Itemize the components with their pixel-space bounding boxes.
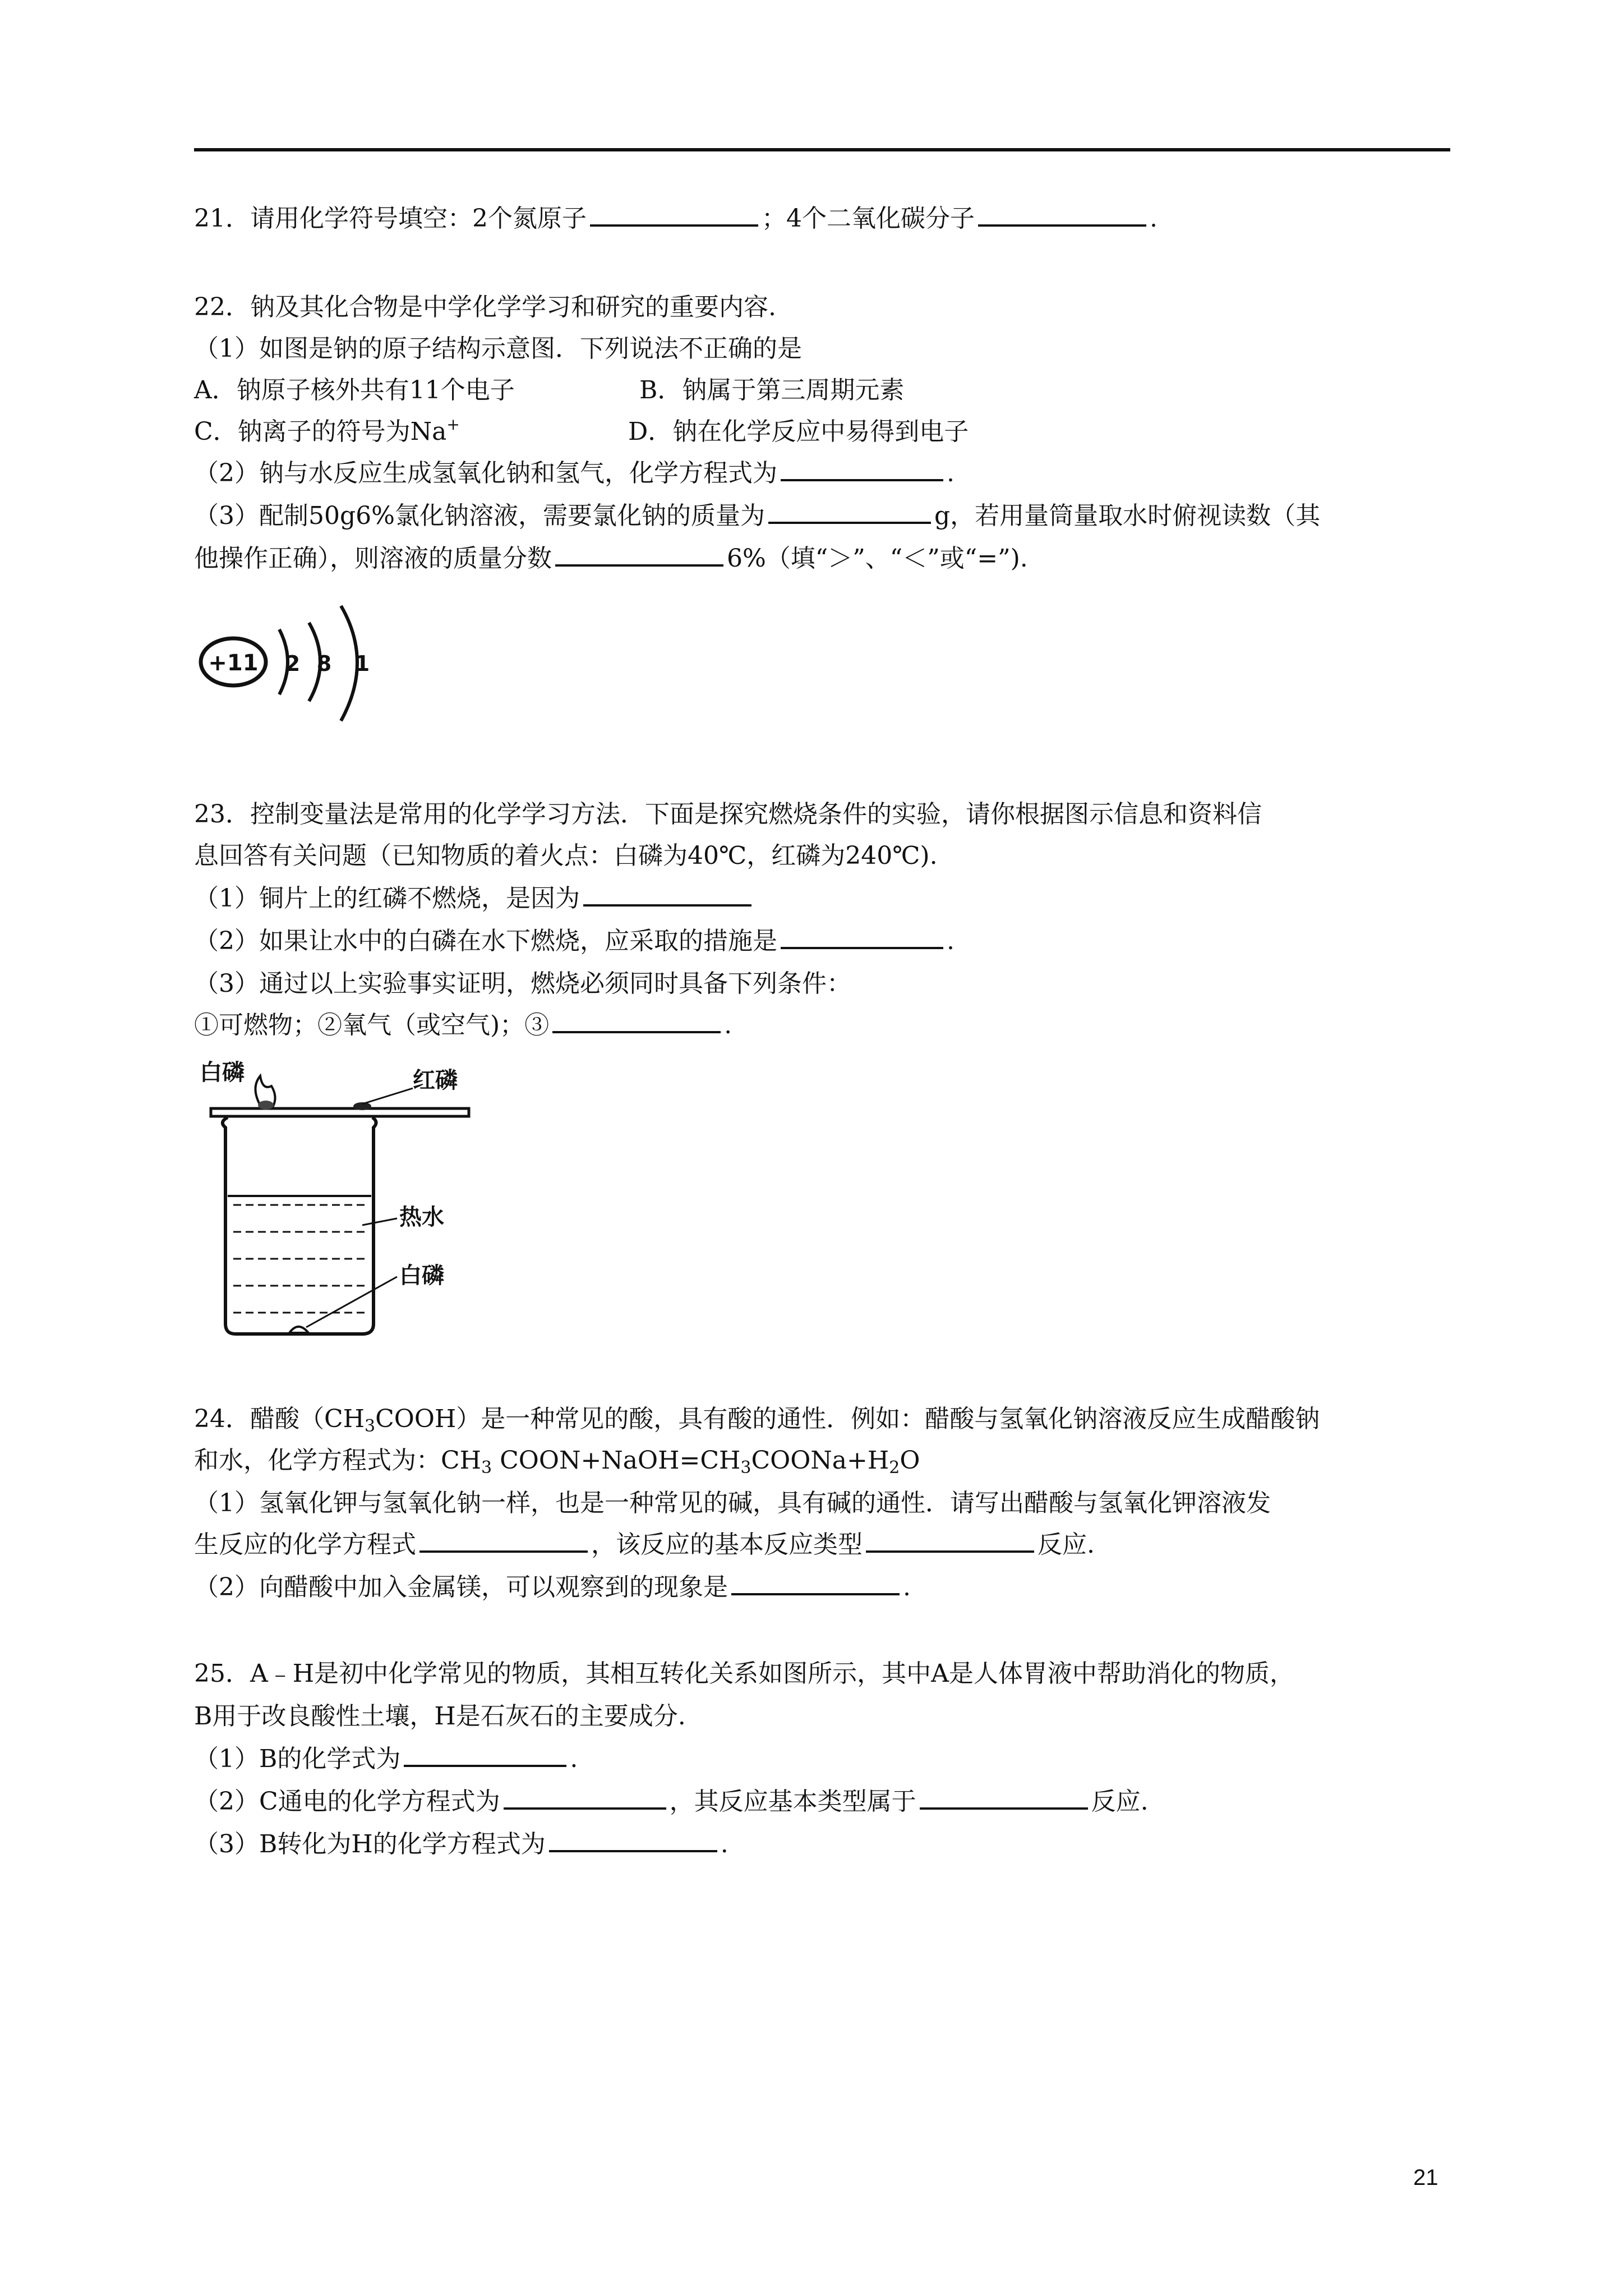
nucleus-charge: +11 [208, 650, 259, 676]
answer-blank-koh-equation[interactable] [419, 1530, 588, 1553]
q23-part1: （1）铜片上的红磷不燃烧，是因为 [194, 883, 755, 914]
q21-text-c: . [1149, 204, 1158, 233]
q25-part3: （3）B转化为H的化学方程式为 . [194, 1830, 728, 1858]
q23-part2: （2）如果让水中的白磷在水下燃烧，应采取的措施是 . [194, 927, 955, 955]
q22-intro: 22．钠及其化合物是中学化学学习和研究的重要内容. [194, 293, 776, 321]
answer-blank-third-condition[interactable] [552, 1011, 721, 1033]
q21-line [194, 203, 1158, 234]
q25-line2: B用于改良酸性土壤，H是石灰石的主要成分. [194, 1702, 686, 1731]
copper-plate [211, 1108, 469, 1116]
label-red-phosphorus: 红磷 [413, 1068, 458, 1093]
q24-part1-line2: 生反应的化学方程式 ，该反应的基本反应类型 反应. [194, 1530, 1095, 1559]
q22-option-b: B．钠属于第三周期元素 [639, 376, 905, 404]
label-hot-water: 热水 [399, 1204, 444, 1230]
q22-part3-line2: 他操作正确），则溶液的质量分数 6%（填“＞”、“＜”或“=”). [194, 544, 1028, 573]
shell-electrons-1: 2 [285, 651, 301, 676]
answer-blank-c-reaction-type[interactable] [920, 1787, 1088, 1810]
answer-blank-magnesium-phenomenon[interactable] [731, 1573, 900, 1595]
answer-blank-reaction-type[interactable] [866, 1530, 1034, 1553]
q24-line1: 24．醋酸$(CH_3COOH)$是一种常见的酸，具有酸的通性．例如：醋酸与氢氧化钠溶液反应生成醋酸钠 [194, 1405, 1320, 1436]
q25-part1: （1）B的化学式为 . [194, 1745, 578, 1773]
white-phosphorus-bottom [289, 1327, 308, 1333]
q22-part1: （1）如图是钠的原子结构示意图．下列说法不正确的是 [194, 334, 802, 363]
answer-blank-nitrogen-atoms[interactable] [590, 204, 758, 227]
q23-line2: 息回答有关问题（已知物质的着火点：白磷为40℃，红磷为240℃). [194, 841, 938, 870]
q22-option-a: A．钠原子核外共有11个电子 [194, 376, 515, 404]
answer-blank-na-water-equation[interactable] [781, 459, 943, 481]
q23-part3: （3）通过以上实验事实证明，燃烧必须同时具备下列条件： [194, 969, 851, 998]
q22-part3-line1: （3）配制50g6%氯化钠溶液，需要氯化钠的质量为 g，若用量筒量取水时俯视读数（其 [194, 501, 1321, 530]
q23-line1: 23．控制变量法是常用的化学学习方法．下面是探究燃烧条件的实验，请你根据图示信息和资料信 [194, 800, 1262, 829]
q21-text-b: ；4个二氧化碳分子 [761, 204, 975, 233]
q22-option-d: D．钠在化学反应中易得到电子 [628, 417, 969, 446]
q25-part2: （2）C通电的化学方程式为 ，其反应基本类型属于 反应. [194, 1787, 1149, 1816]
q21-text-a: 21．请用化学符号填空：2个氮原子 [194, 204, 587, 233]
answer-blank-underwater-burning-measure[interactable] [781, 927, 943, 949]
answer-blank-mass-fraction[interactable] [555, 544, 723, 567]
sodium-atom-diagram [194, 589, 407, 735]
header-rule [194, 148, 1450, 151]
answer-blank-nacl-mass[interactable] [768, 501, 931, 524]
answer-blank-b-formula[interactable] [404, 1745, 566, 1767]
q24-part1-line1: （1）氢氧化钾与氢氧化钠一样，也是一种常见的碱，具有碱的通性．请写出醋酸与氢氧化钾溶液发 [194, 1489, 1271, 1517]
answer-blank-co2-molecules[interactable] [978, 204, 1146, 227]
white-phosphorus-top [258, 1101, 274, 1110]
page-number: 21 [1413, 2165, 1438, 2190]
q22-option-c: C．钠离子的符号为Na+ [194, 415, 460, 446]
combustion-experiment-figure [194, 1060, 508, 1346]
label-white-phosphorus-bottom: 白磷 [399, 1263, 444, 1289]
q24-line2: 和水，化学方程式为：$CH_3$ $COON+NaOH=CH_3COONa+H_2O$ [194, 1446, 920, 1478]
q23-part4: ①可燃物；②氧气（或空气)；③ . [194, 1011, 732, 1039]
answer-blank-red-phosphorus-reason[interactable] [583, 884, 751, 907]
q24-part2: （2）向醋酸中加入金属镁，可以观察到的现象是 . [194, 1573, 911, 1602]
q22-part2: （2）钠与水反应生成氢氧化钠和氢气，化学方程式为 . [194, 459, 955, 487]
answer-blank-c-electrolysis-equation[interactable] [504, 1787, 666, 1810]
label-white-phosphorus-top: 白磷 [200, 1060, 245, 1085]
answer-blank-b-to-h-equation[interactable] [549, 1830, 717, 1852]
shell-electrons-3: 1 [354, 651, 370, 676]
beaker-drawing [194, 1066, 508, 1346]
q25-line1: 25．A﹣H是初中化学常见的物质，其相互转化关系如图所示，其中A是人体胃液中帮助消化的物质， [194, 1659, 1294, 1688]
shell-electrons-2: 8 [316, 651, 332, 676]
